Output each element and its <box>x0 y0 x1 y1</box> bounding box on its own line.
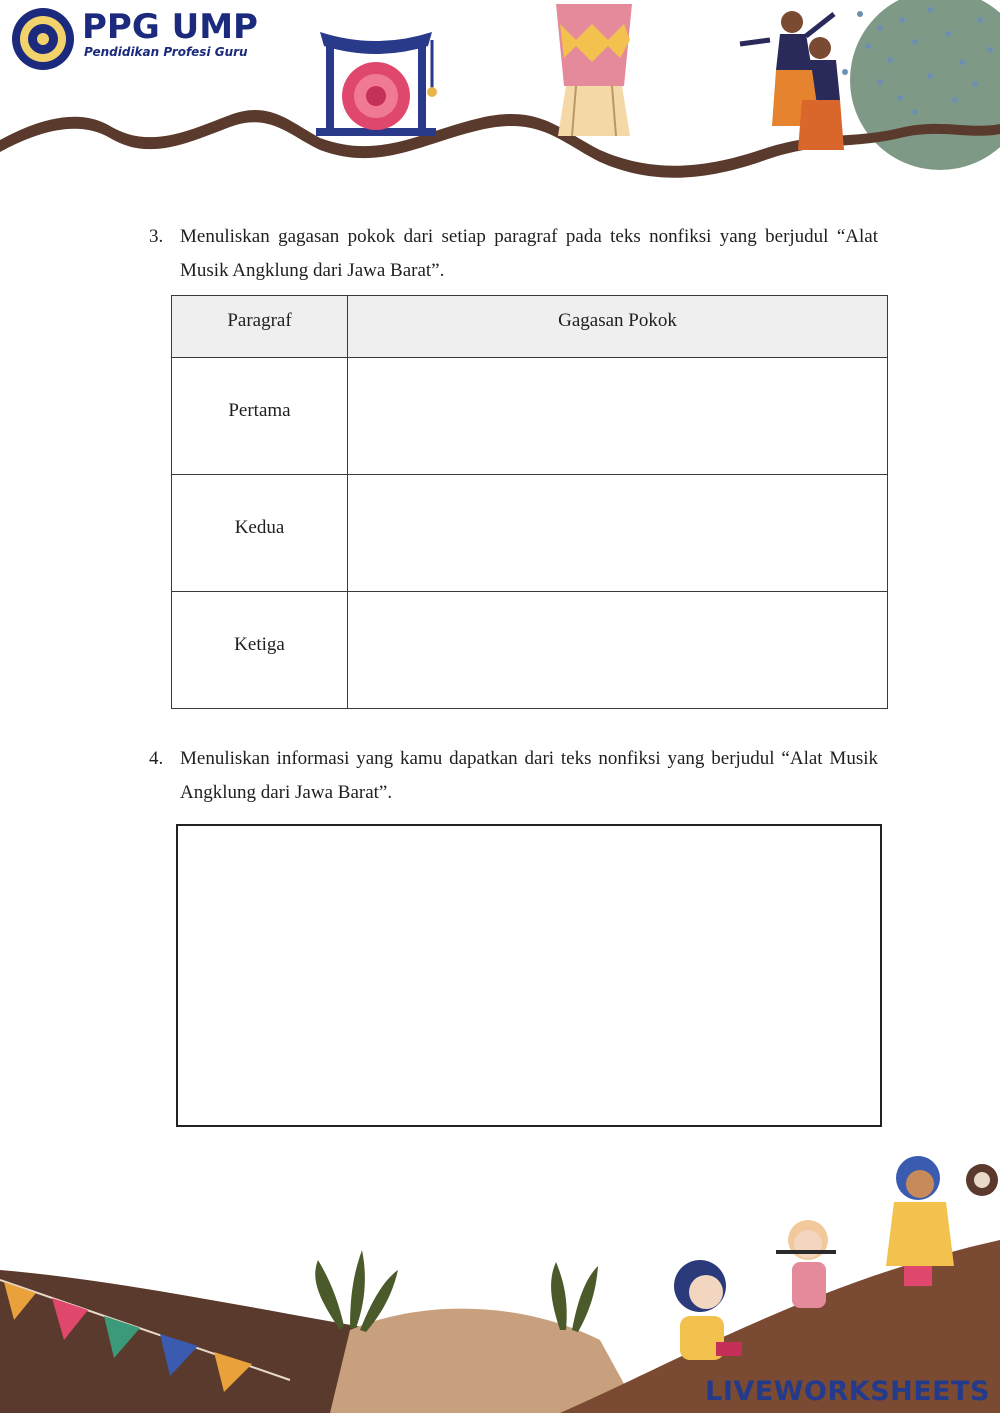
row-label-kedua: Kedua <box>172 475 348 592</box>
tan-mound <box>330 1309 640 1413</box>
main-idea-table <box>171 295 888 709</box>
table-row <box>172 592 888 709</box>
liveworksheets-watermark: LIVEWORKSHEETS <box>705 1376 990 1407</box>
table-header-row <box>172 296 888 358</box>
answer-box-question-4[interactable] <box>176 824 882 1127</box>
question-4-text: Menuliskan informasi yang kamu dapatkan dari teks nonfiksi yang berjudul “Alat Musik Angklung dari Jawa Barat”. <box>180 748 878 803</box>
table-row <box>172 358 888 475</box>
header-paragraf: Paragraf <box>172 296 348 358</box>
answer-cell-ketiga[interactable] <box>348 592 888 709</box>
row-label-pertama: Pertama <box>172 358 348 475</box>
gong-illustration <box>316 32 437 136</box>
logo-title: PPG UMP <box>82 7 258 47</box>
logo-subtitle: Pendidikan Profesi Guru <box>84 45 248 59</box>
table-row <box>172 475 888 592</box>
dancers-illustration <box>740 11 844 150</box>
question-3-text: Menuliskan gagasan pokok dari setiap paragraf pada teks nonfiksi yang berjudul “Alat Musik Angklung dari Jawa Barat”. <box>180 226 878 281</box>
answer-cell-kedua[interactable] <box>348 475 888 592</box>
university-seal-icon <box>12 8 74 70</box>
question-3-number: 3. <box>149 226 164 247</box>
header-gagasan-pokok: Gagasan Pokok <box>348 296 888 358</box>
wavy-band <box>0 110 1000 178</box>
drum-illustration <box>556 4 632 136</box>
question-4-number: 4. <box>149 748 164 769</box>
row-label-ketiga: Ketiga <box>172 592 348 709</box>
answer-cell-pertama[interactable] <box>348 358 888 475</box>
footer-decoration <box>0 1130 1000 1413</box>
